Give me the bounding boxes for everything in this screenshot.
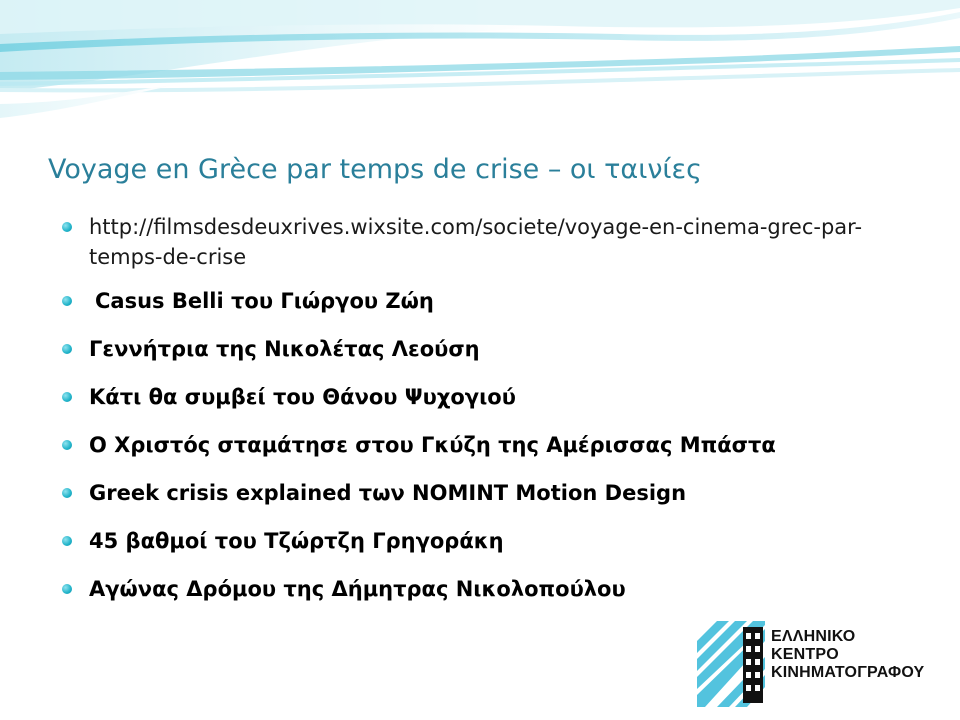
logo-line: ΕΛΛΗΝΙΚΟ xyxy=(771,628,856,645)
list-item xyxy=(62,286,872,316)
film-entry: Greek crisis explained των NOMINT Motion Design xyxy=(89,481,687,505)
film-entry: 45 βαθμοί του Τζώρτζη Γρηγοράκη xyxy=(89,529,504,553)
film-entry: Αγώνας Δρόμου της Δήμητρας Νικολοπούλου xyxy=(89,577,626,601)
logo-line: ΚΙΝΗΜΑΤΟΓΡΑΦΟΥ xyxy=(771,664,925,681)
list-item xyxy=(62,574,872,604)
list-item xyxy=(62,334,872,364)
list-item xyxy=(62,382,872,412)
list-item xyxy=(62,430,872,460)
round-bullet-icon xyxy=(62,440,72,450)
round-bullet-icon xyxy=(62,344,72,354)
round-bullet-icon xyxy=(62,222,72,232)
source-link[interactable]: http://filmsdesdeuxrives.wixsite.com/societe/voyage-en-cinema-grec-par-temps-de-crise xyxy=(89,215,863,269)
film-list xyxy=(62,212,872,604)
greek-film-centre-logo xyxy=(697,621,942,707)
logo-line: ΚΕΝΤΡΟ xyxy=(771,646,839,663)
list-item xyxy=(62,526,872,556)
round-bullet-icon xyxy=(62,488,72,498)
list-item xyxy=(62,212,872,272)
list-item xyxy=(62,478,872,508)
round-bullet-icon xyxy=(62,296,72,306)
film-entry: Γεννήτρια της Νικολέτας Λεούση xyxy=(89,337,480,361)
logo-text xyxy=(771,628,941,682)
film-entry: Ο Χριστός σταμάτησε στου Γκύζη της Αμέρισσας Μπάστα xyxy=(89,433,776,457)
film-entry: Casus Belli του Γιώργου Ζώη xyxy=(95,289,434,313)
round-bullet-icon xyxy=(62,392,72,402)
film-entry: Κάτι θα συμβεί του Θάνου Ψυχογιού xyxy=(89,385,516,409)
round-bullet-icon xyxy=(62,584,72,594)
film-strip-logo-icon xyxy=(697,621,765,707)
round-bullet-icon xyxy=(62,536,72,546)
slide-title: Voyage en Grèce par temps de crise – οι ταινίες xyxy=(48,154,702,185)
decorative-wave-header xyxy=(0,0,960,140)
